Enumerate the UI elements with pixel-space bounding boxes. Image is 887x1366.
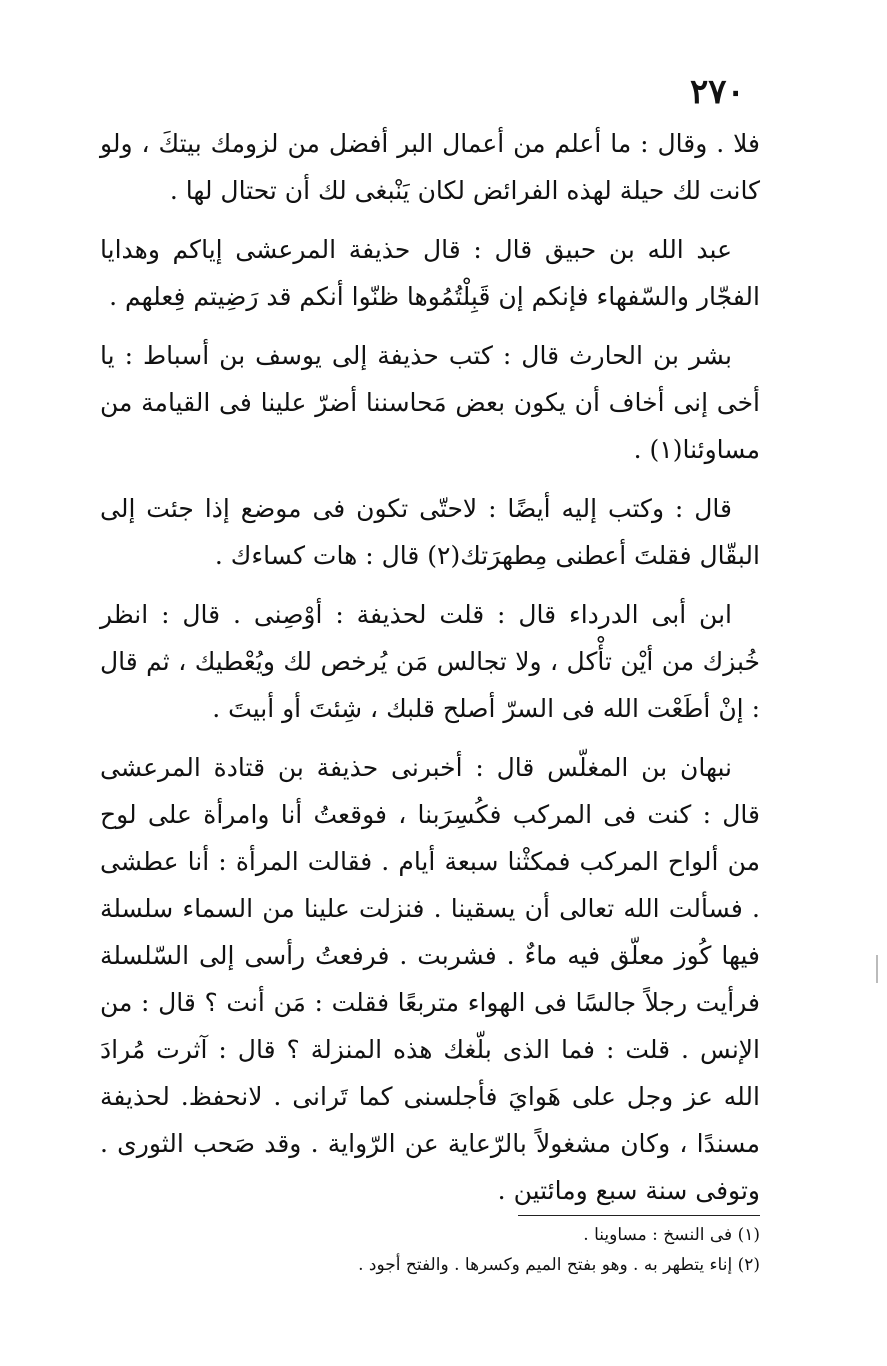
footnote-divider — [518, 1215, 760, 1216]
paragraph-6: نبهان بن المغلّس قال : أخبرنى حذيفة بن قتادة المرعشى قال : كنت فى المركب فكُسِرَبنا ، فوقعتُ أنا وامرأة على لوح من ألواح المركب فمكثْنا سبعة أيام . فقالت المرأة : أنا عطشى . فسألت الله تعالى أن يسقينا . فنزلت علينا من السماء سلسلة فيها كُوز معلّق فيه ماءٌ . فشربت . فرفعتُ رأسى إلى السّلسلة فرأيت رجلاً جالسًا فى الهواء متربعًا فقلت : مَن أنت ؟ قال : من الإنس . قلت : فما الذى بلّغك هذه المنزلة ؟ قال : آثرت مُرادَ الله عز وجل على هَوايَ فأجلسنى كما تَرانى . لانحفظ. لحذيفة مسندًا ، وكان مشغولاً بالرّعاية عن الرّواية . وقد صَحب الثورى . وتوفى سنة سبع ومائتين . — [100, 753, 760, 1205]
scan-edge-mark — [876, 955, 878, 983]
main-text — [100, 120, 760, 1226]
footnotes — [250, 1220, 760, 1280]
paragraph-5: ابن أبى الدرداء قال : قلت لحذيفة : أوْصِنى . قال : انظر خُبزك من أيْن تأْكل ، ولا تجالس مَن يُرخص لك ويُعْطيك ، ثم قال : إنْ أطَعْت الله فى السرّ أصلح قلبك ، شِئتَ أو أبيتَ . — [100, 600, 760, 723]
paragraph-4: قال : وكتب إليه أيضًا : لاحتّى تكون فى موضع إذا جئت إلى البقّال فقلتَ أعطنى مِطهرَتك(٢) قال : هات كساءك . — [100, 494, 760, 570]
footnote-1: (١) فى النسخ : مساوينا . — [583, 1225, 760, 1245]
page-number: ٢٧٠ — [690, 72, 745, 112]
footnote-2: (٢) إناء يتطهر به . وهو بفتح الميم وكسرها . والفتح أجود . — [358, 1255, 760, 1275]
paragraph-1: فلا . وقال : ما أعلم من أعمال البر أفضل من لزومك بيتكَ ، ولو كانت لك حيلة لهذه الفرائض لكان يَنْبغى لك أن تحتال لها . — [100, 129, 760, 205]
paragraph-3: بشر بن الحارث قال : كتب حذيفة إلى يوسف بن أسباط : يا أخى إنى أخاف أن يكون بعض مَحاسننا أضرّ علينا فى القيامة من مساوئنا(١) . — [100, 341, 760, 464]
paragraph-2: عبد الله بن حبيق قال : قال حذيفة المرعشى إياكم وهدايا الفجّار والسّفهاء فإنكم إن قَبِلْتُمُوها ظنّوا أنكم قد رَضِيتم فِعلهم . — [100, 235, 760, 311]
